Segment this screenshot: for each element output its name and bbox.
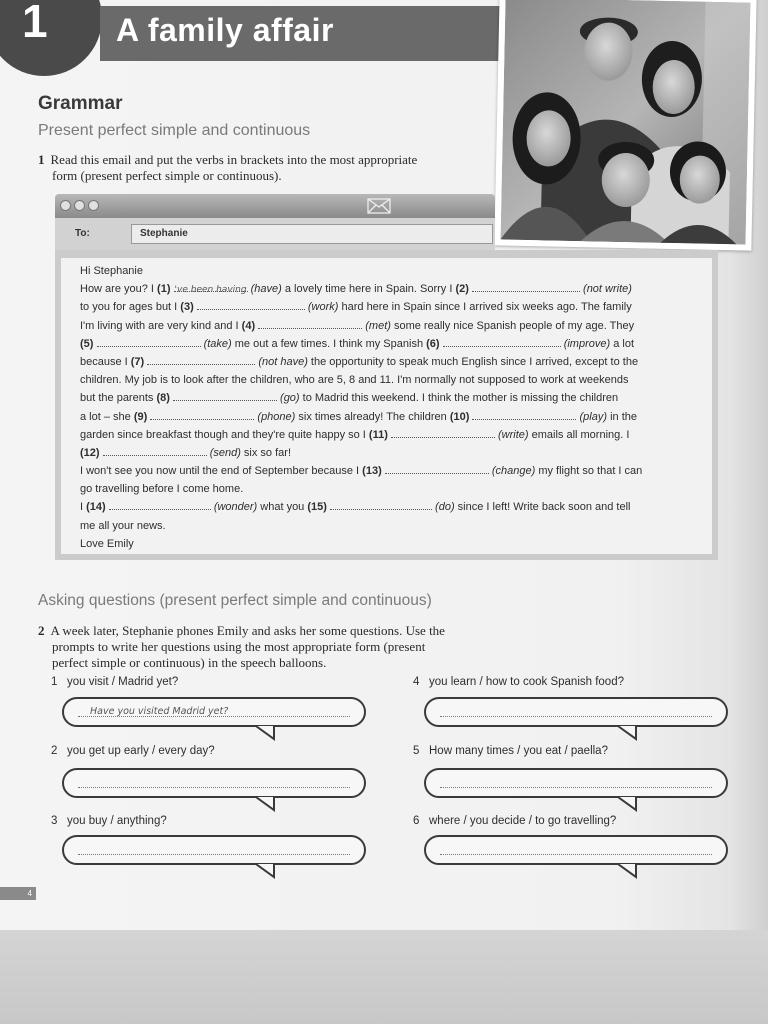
balloon-tail	[256, 863, 280, 879]
gap-number-14: (14)	[86, 501, 106, 514]
prompt-6	[413, 815, 616, 827]
exercise-2-text-line3: perfect simple or continuous) in the speech balloons.	[52, 655, 327, 670]
email-line-10	[80, 444, 700, 462]
email-line-8	[80, 408, 700, 426]
answer-gap-8[interactable]	[173, 390, 277, 401]
prompt-text: How many times / you eat / paella?	[429, 745, 608, 757]
answer-gap-3[interactable]	[197, 299, 305, 310]
email-text-segment: a lovely time here in Spain. Sorry I	[281, 283, 456, 296]
answer-line	[78, 787, 350, 788]
email-window-titlebar	[55, 194, 495, 218]
answer-gap-12[interactable]	[103, 445, 207, 456]
answer-line	[440, 787, 712, 788]
balloon-tail	[256, 796, 280, 812]
answer-gap-6[interactable]	[443, 336, 561, 347]
window-dot-2	[74, 200, 85, 211]
verb-prompt-7: (not have)	[258, 355, 308, 368]
answer-gap-10[interactable]	[472, 409, 576, 420]
answer-line	[440, 716, 712, 717]
family-photo	[494, 0, 756, 251]
balloon-tail	[618, 863, 642, 879]
balloon-answer: Have you visited Madrid yet?	[90, 706, 229, 717]
gap-number-15: (15)	[307, 501, 327, 514]
email-line-3	[80, 317, 700, 335]
email-line-14: me all your news.	[80, 519, 166, 532]
email-text	[80, 262, 700, 553]
verb-prompt-2: (not write)	[583, 283, 632, 296]
prompt-number: 5	[413, 745, 420, 757]
grammar-heading: Grammar	[38, 93, 123, 114]
verb-prompt-15: (do)	[435, 501, 455, 514]
email-line-5	[80, 353, 700, 371]
email-line-1	[80, 280, 700, 298]
email-text-segment: emails all morning. I	[528, 428, 630, 441]
email-text-segment: to Madrid this weekend. I think the mother is missing the children	[299, 392, 619, 405]
email-text-segment: I	[80, 501, 87, 514]
prompt-text: you buy / anything?	[67, 815, 167, 827]
balloon-tail	[618, 796, 642, 812]
family-photo-image	[500, 0, 750, 245]
verb-prompt-14: (wonder)	[213, 501, 258, 514]
email-text-segment: what you	[257, 501, 308, 514]
prompt-number: 6	[413, 815, 420, 827]
exercise-2-text-line1: A week later, Stephanie phones Emily and asks her some questions. Use the	[50, 623, 445, 638]
gap-number-5: (5)	[80, 337, 94, 350]
gap-number-3: (3)	[180, 301, 194, 314]
gap-number-4: (4)	[241, 319, 256, 332]
email-greeting: Hi Stephanie	[80, 265, 143, 277]
answer-gap-5[interactable]	[97, 336, 201, 347]
exercise-1-number: 1	[38, 152, 45, 167]
email-line-4	[80, 335, 700, 353]
email-text-segment: me out a few times. I think my Spanish	[231, 337, 427, 350]
balloon-tail	[256, 725, 280, 741]
speech-balloon-2[interactable]	[62, 768, 366, 798]
prompt-text: you learn / how to cook Spanish food?	[429, 676, 624, 688]
gap-number-6: (6)	[426, 337, 440, 350]
email-text-segment: I'm living with are very kind and I	[80, 319, 242, 332]
answer-line	[78, 854, 350, 855]
email-to-field	[131, 224, 493, 244]
gap-number-9: (9)	[133, 410, 148, 423]
answer-gap-15[interactable]	[330, 499, 432, 510]
email-line-2	[80, 298, 700, 316]
answer-gap-13[interactable]	[385, 463, 489, 474]
email-text-segment: my flight so that I can	[535, 465, 643, 478]
prompt-1	[51, 676, 178, 688]
answer-gap-7[interactable]	[147, 354, 255, 365]
answer-gap-2[interactable]	[472, 281, 580, 292]
email-text-segment: How are you? I	[80, 283, 158, 296]
answer-gap-11[interactable]	[391, 427, 495, 438]
email-text-segment: because I	[80, 355, 131, 368]
verb-prompt-12: (send)	[209, 446, 241, 459]
email-line-7	[80, 389, 700, 407]
exercise-1-instruction	[38, 152, 417, 184]
exercise-2-instruction	[38, 623, 445, 671]
verb-prompt-8: (go)	[280, 392, 300, 405]
prompt-5	[413, 745, 608, 757]
prompt-number: 3	[51, 815, 58, 827]
gap-number-11: (11)	[368, 428, 388, 441]
gap-number-1: (1)	[157, 283, 171, 296]
email-to-label: To:	[75, 228, 90, 239]
prompt-text: you get up early / every day?	[67, 745, 215, 757]
window-dot-1	[60, 200, 71, 211]
window-dot-3	[88, 200, 99, 211]
example-answer-gap: 've been having	[174, 281, 248, 292]
email-line-13	[80, 498, 700, 516]
email-to-row	[55, 218, 495, 250]
email-text-segment: to you for ages but I	[80, 301, 181, 314]
speech-balloon-5[interactable]	[424, 768, 728, 798]
email-text-segment: six so far!	[240, 446, 291, 459]
prompt-2	[51, 745, 215, 757]
email-text-segment: in the	[607, 410, 637, 423]
envelope-icon	[367, 198, 391, 214]
exercise-1-text-line2: form (present perfect simple or continuous).	[52, 168, 282, 183]
email-text-segment: garden since breakfast though and they're quite happy so I	[80, 428, 369, 441]
prompt-text: you visit / Madrid yet?	[67, 676, 179, 688]
email-text-segment: hard here in Spain since I arrived six weeks ago. The family	[338, 301, 632, 314]
answer-gap-14[interactable]	[109, 499, 211, 510]
exercise-1-text-line1: Read this email and put the verbs in brackets into the most appropriate	[50, 152, 418, 167]
gap-number-13: (13)	[362, 465, 382, 478]
email-text-segment: the opportunity to speak much English since I arrived, except to the	[307, 355, 639, 368]
verb-prompt-11: (write)	[498, 428, 529, 441]
balloon-tail	[618, 725, 642, 741]
prompt-text: where / you decide / to go travelling?	[429, 815, 617, 827]
email-to-value: Stephanie	[140, 228, 188, 239]
page-number: 4	[0, 887, 36, 900]
verb-prompt-4: (met)	[365, 319, 391, 332]
gap-number-7: (7)	[130, 355, 145, 368]
email-text-segment: but the parents	[80, 392, 157, 405]
gap-number-2: (2)	[455, 283, 469, 296]
scan-bottom-margin	[0, 930, 768, 1024]
exercise-2-number: 2	[38, 623, 45, 638]
email-signoff: Love Emily	[80, 537, 134, 550]
speech-balloon-3[interactable]	[62, 835, 366, 865]
section-2-heading: Asking questions (present perfect simple and continuous)	[38, 592, 432, 609]
gap-number-10: (10)	[449, 410, 470, 423]
email-text-segment: since I left! Write back soon and tell	[454, 501, 631, 514]
prompt-3	[51, 815, 167, 827]
speech-balloon-6[interactable]	[424, 835, 728, 865]
verb-prompt-5: (take)	[203, 337, 232, 350]
unit-number: 1	[22, 0, 48, 47]
email-line-6: children. My job is to look after the children, who are 5, 8 and 11. I'm normally not supposed to work at weekends	[80, 374, 629, 387]
speech-balloon-4[interactable]	[424, 697, 728, 727]
verb-prompt-10: (play)	[579, 410, 608, 423]
answer-line	[440, 854, 712, 855]
email-text-segment: six times already! The children	[295, 410, 450, 423]
email-line-11	[80, 462, 700, 480]
exercise-2-text-line2: prompts to write her questions using the most appropriate form (present	[52, 639, 426, 654]
verb-prompt-9: (phone)	[257, 410, 296, 423]
gap-number-12: (12)	[80, 446, 100, 459]
prompt-number: 2	[51, 745, 58, 757]
verb-prompt-3: (work)	[307, 301, 339, 314]
email-text-segment: a lot	[610, 337, 635, 350]
unit-title: A family affair	[116, 12, 334, 48]
prompt-number: 4	[413, 676, 420, 688]
grammar-subheading: Present perfect simple and continuous	[38, 122, 311, 139]
email-line-12: go travelling before I come home.	[80, 483, 244, 496]
email-text-segment: I won't see you now until the end of September because I	[80, 465, 363, 478]
speech-balloon-1[interactable]	[62, 697, 366, 727]
prompt-4	[413, 676, 624, 688]
gap-number-8: (8)	[156, 392, 170, 405]
verb-prompt-13: (change)	[491, 465, 536, 478]
answer-gap-9[interactable]	[150, 409, 254, 420]
answer-gap-4[interactable]	[258, 318, 362, 329]
verb-prompt-6: (improve)	[563, 337, 611, 350]
prompt-number: 1	[51, 676, 58, 688]
email-text-segment: a lot – she	[80, 410, 134, 423]
verb-prompt-1: (have)	[250, 283, 282, 296]
email-text-segment: some really nice Spanish people of my age. They	[390, 319, 635, 332]
email-line-9	[80, 426, 700, 444]
